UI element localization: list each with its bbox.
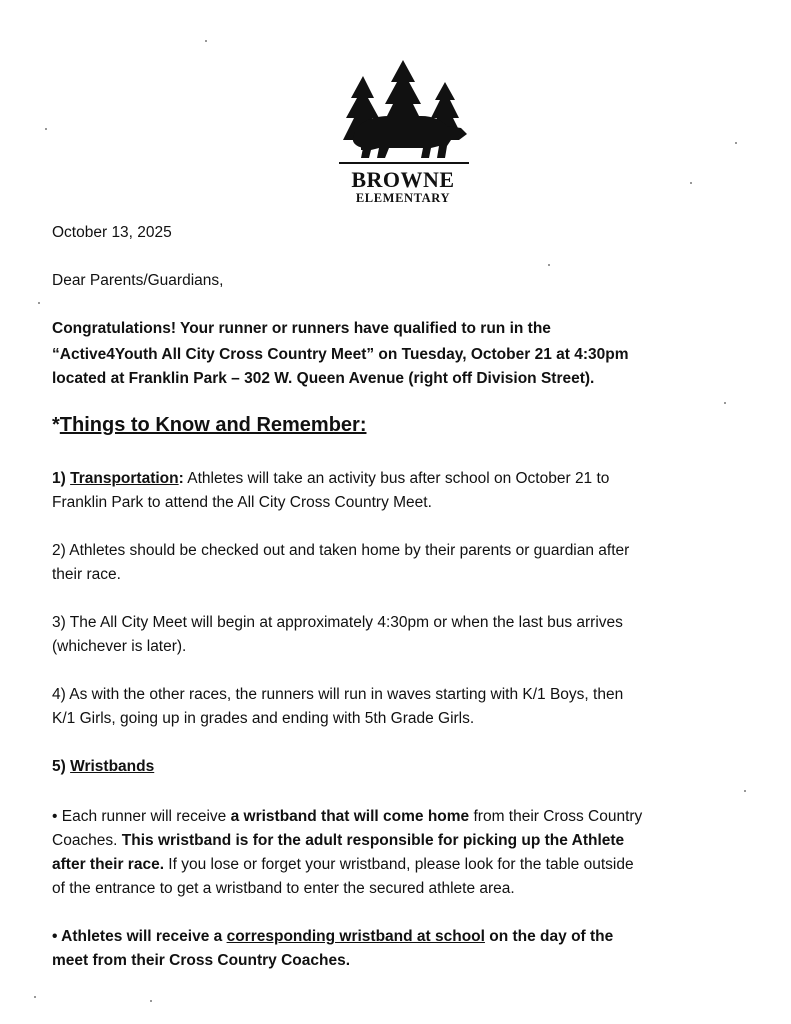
- bullet-2-line-2: meet from their Cross Country Coaches.: [52, 952, 351, 969]
- letter-date: October 13, 2025: [52, 224, 172, 241]
- bullet-1-bold-a: a wristband that will come home: [230, 808, 470, 825]
- scan-speck: [45, 128, 47, 130]
- school-name: BROWNE: [351, 167, 455, 192]
- bullet-2-text-a: • Athletes will receive a: [52, 928, 227, 945]
- item-3-line-1: 3) The All City Meet will begin at approximately 4:30pm or when the last bus arrives: [52, 614, 623, 631]
- bullet-1-text-c: Coaches.: [52, 832, 122, 849]
- item-1-line-1: [52, 468, 742, 490]
- item-1-line-2: Franklin Park to attend the All City Cross Country Meet.: [52, 494, 432, 511]
- bear-with-pine-trees-icon: [335, 58, 471, 168]
- scan-speck: [34, 996, 36, 998]
- scan-speck: [724, 402, 726, 404]
- bullet-1-text-b: from their Cross Country: [469, 808, 643, 825]
- item-5-heading: [52, 756, 742, 778]
- scan-speck: [744, 790, 746, 792]
- intro-line-1: Congratulations! Your runner or runners have qualified to run in the: [52, 320, 551, 337]
- bullet-1-bold-b: This wristband is for the adult responsible for picking up the Athlete: [121, 832, 625, 849]
- item-2-line-1: 2) Athletes should be checked out and taken home by their parents or guardian after: [52, 542, 630, 559]
- heading-asterisk: *: [52, 414, 60, 436]
- bullet-1-bold-c: after their race.: [52, 856, 164, 873]
- section-heading: [52, 414, 742, 436]
- item-1-number: 1): [52, 470, 66, 487]
- item-4-line-2: K/1 Girls, going up in grades and ending with 5th Grade Girls.: [52, 710, 475, 727]
- item-1-title: Transportation: [70, 470, 179, 487]
- school-subtitle: ELEMENTARY: [355, 191, 451, 205]
- heading-text: Things to Know and Remember:: [59, 414, 367, 436]
- school-logo: [333, 58, 473, 208]
- scan-speck: [205, 40, 207, 42]
- scan-speck: [735, 142, 737, 144]
- bullet-1-text-a: • Each runner will receive: [52, 808, 231, 825]
- bullet-1-line-2: [52, 830, 742, 852]
- item-1-colon: :: [178, 470, 184, 487]
- intro-line-2: “Active4Youth All City Cross Country Meet” on Tuesday, October 21 at 4:30pm: [52, 346, 629, 363]
- bullet-1-text-d: If you lose or forget your wristband, please look for the table outside: [164, 856, 634, 873]
- scan-speck: [150, 1000, 152, 1002]
- salutation: Dear Parents/Guardians,: [52, 272, 224, 289]
- item-4-line-1: 4) As with the other races, the runners will run in waves starting with K/1 Boys, then: [52, 686, 624, 703]
- bullet-2-text-b: on the day of the: [484, 928, 614, 945]
- item-5-title: Wristbands: [70, 758, 155, 775]
- item-5-number: 5): [52, 758, 66, 775]
- bullet-2-underlined: corresponding wristband at school: [226, 928, 485, 945]
- scan-speck: [690, 182, 692, 184]
- item-3-line-2: (whichever is later).: [52, 638, 187, 655]
- bullet-1-line-3: [52, 854, 742, 876]
- item-2-line-2: their race.: [52, 566, 121, 583]
- intro-line-3: located at Franklin Park – 302 W. Queen Avenue (right off Division Street).: [52, 370, 595, 387]
- bullet-2-line-1: [52, 926, 742, 948]
- scan-speck: [548, 264, 550, 266]
- scan-speck: [38, 302, 40, 304]
- item-1-text: Athletes will take an activity bus after school on October 21 to: [187, 470, 610, 487]
- bullet-1-line-4: of the entrance to get a wristband to enter the secured athlete area.: [52, 880, 515, 897]
- bullet-1-line-1: [52, 806, 742, 828]
